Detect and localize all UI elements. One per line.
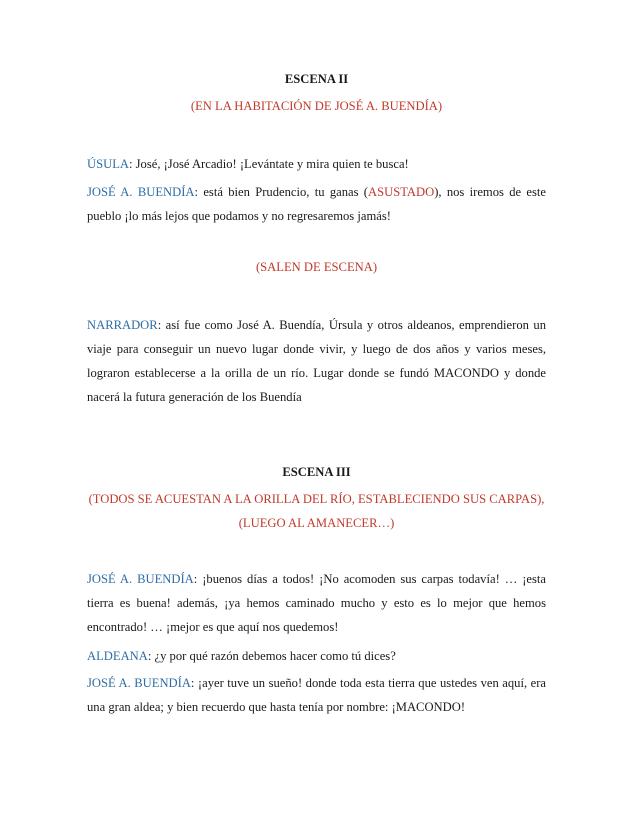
scene-2-title: ESCENA II bbox=[284, 72, 349, 86]
speaker-aldeana: ALDEANA bbox=[87, 649, 148, 663]
scene-3-stage-direction-2: (LUEGO AL AMANECER…) bbox=[238, 516, 395, 530]
dialogue-text: ), nos iremos de este pueblo ¡lo más lejos que podamos y no regresaremos jamás! bbox=[87, 185, 546, 223]
speaker-jose: JOSÉ A. BUENDÍA bbox=[87, 572, 194, 586]
dialogue-jose-1 bbox=[87, 180, 546, 228]
dialogue-jose-2 bbox=[87, 567, 546, 639]
dialogue-text: : ¡buenos días a todos! ¡No acomoden sus carpas todavía! … ¡esta tierra es buena! además, ¡ya hemos caminado mucho y esto es lo mejor que hemos encontrado! … ¡mejor es que aquí nos quedemos! bbox=[87, 572, 546, 634]
scene-2-exit-direction: (SALEN DE ESCENA) bbox=[255, 260, 378, 274]
dialogue-text: : ¿y por qué razón debemos hacer como tú dices? bbox=[147, 649, 396, 663]
speaker-narrador: NARRADOR bbox=[87, 318, 158, 332]
dialogue-jose-3 bbox=[87, 671, 546, 719]
dialogue-text: : José, ¡José Arcadio! ¡Levántate y mira quien te busca! bbox=[128, 157, 409, 171]
speaker-usula: ÚSULA bbox=[87, 157, 129, 171]
scene-2-stage-direction: (EN LA HABITACIÓN DE JOSÉ A. BUENDÍA) bbox=[190, 99, 443, 113]
aside-asustado: ASUSTADO bbox=[368, 185, 435, 199]
dialogue-text: : está bien Prudencio, tu ganas ( bbox=[194, 185, 369, 199]
scene-3-stage-direction-1: (TODOS SE ACUESTAN A LA ORILLA DEL RÍO, ESTABLECIENDO SUS CARPAS), bbox=[88, 492, 545, 506]
speaker-jose: JOSÉ A. BUENDÍA bbox=[87, 185, 195, 199]
narrator-paragraph bbox=[87, 313, 546, 409]
scene-3-title: ESCENA III bbox=[282, 465, 351, 479]
narrator-text: : así fue como José A. Buendía, Úrsula y otros aldeanos, emprendieron un viaje para conseguir un nuevo lugar donde vivir, y luego de dos años y varios meses, lograron establecerse a la orilla de un río. Lugar donde se fundó MACONDO y donde nacerá la futura generación de los Buendía bbox=[87, 318, 546, 404]
speaker-jose: JOSÉ A. BUENDÍA bbox=[87, 676, 191, 690]
dialogue-aldeana bbox=[87, 644, 546, 668]
dialogue-usula bbox=[87, 152, 546, 176]
dialogue-text: : ¡ayer tuve un sueño! donde toda esta tierra que ustedes ven aquí, era una gran aldea; y bien recuerdo que hasta tenía por nombre: ¡MACONDO! bbox=[87, 676, 546, 714]
